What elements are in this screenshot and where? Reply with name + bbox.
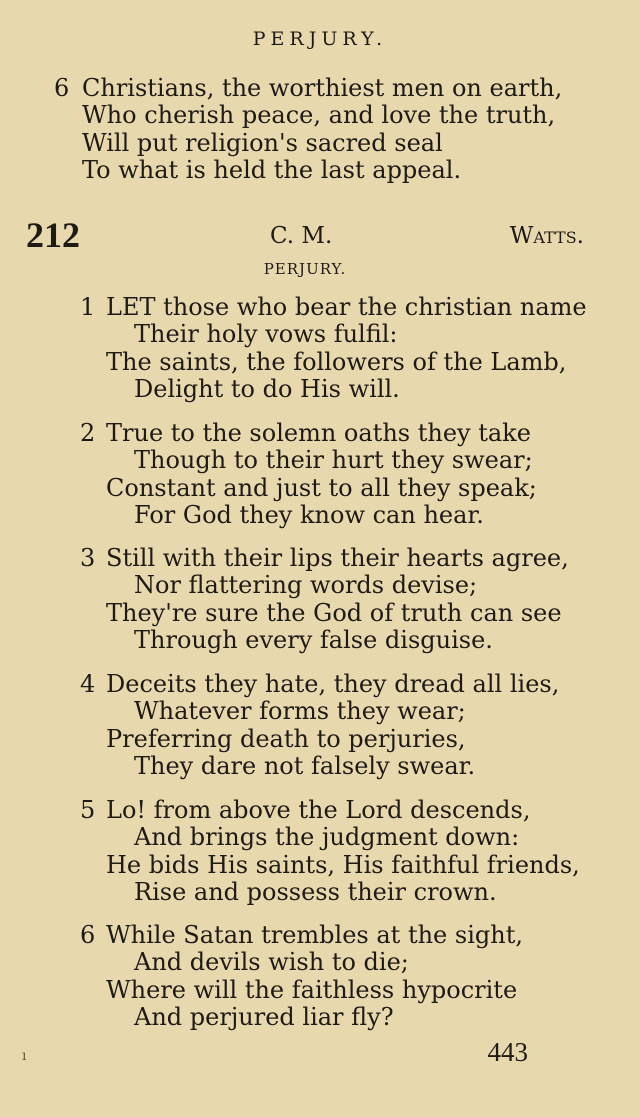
- stanza-line: [0, 130, 640, 157]
- stanza-2: [0, 420, 640, 529]
- hymn-meter: C. M.: [270, 223, 333, 249]
- line-text: He bids His saints, His faithful friends,: [106, 850, 580, 879]
- stanza-line: [0, 797, 640, 824]
- line-text: Whatever forms they wear;: [134, 697, 466, 726]
- stanza-line: [0, 824, 640, 851]
- margin-mark: ı: [22, 1048, 27, 1064]
- stanza-line: [0, 376, 640, 403]
- line-text: And perjured liar fly?: [134, 1002, 394, 1031]
- line-text: The saints, the followers of the Lamb,: [106, 347, 567, 376]
- stanza-line: [0, 447, 640, 474]
- stanza-line: [0, 102, 640, 129]
- stanza-line: [0, 1004, 640, 1031]
- stanza-line: [0, 627, 640, 654]
- line-text: Nor flattering words devise;: [134, 571, 478, 600]
- line-text: Preferring death to perjuries,: [106, 724, 466, 753]
- hymn-subtitle: PERJURY.: [263, 260, 347, 278]
- line-text: And devils wish to die;: [134, 948, 409, 977]
- previous-hymn-stanza: [0, 75, 640, 184]
- stanza-line: [0, 157, 640, 184]
- stanza-line: [0, 572, 640, 599]
- line-text: Constant and just to all they speak;: [106, 473, 537, 502]
- line-text: LET those who bear the christian name: [106, 293, 587, 321]
- stanza-4: [0, 671, 640, 780]
- line-text: They're sure the God of truth can see: [106, 598, 562, 627]
- stanza-line: [0, 852, 640, 879]
- stanza-line: [0, 753, 640, 780]
- line-text: Where will the faithless hypocrite: [106, 975, 518, 1004]
- stanza-number: 5: [80, 796, 96, 824]
- stanza-number: 6: [54, 74, 70, 102]
- stanza-line: [0, 671, 640, 698]
- stanza-number: 2: [80, 419, 96, 447]
- hymn-author: Watts.: [509, 223, 584, 249]
- line-text: Their holy vows fulfil:: [134, 320, 398, 349]
- line-text: Delight to do His will.: [134, 374, 400, 403]
- page-number: 443: [487, 1037, 528, 1067]
- stanza-number: 6: [80, 921, 96, 949]
- stanza-line: [0, 75, 640, 102]
- stanza-3: [0, 545, 640, 654]
- line-text: Christians, the worthiest men on earth,: [82, 74, 563, 102]
- stanza-line: [0, 502, 640, 529]
- hymn-number: 212: [26, 215, 80, 255]
- stanza-line: [0, 349, 640, 376]
- line-text: True to the solemn oaths they take: [106, 419, 531, 447]
- line-text: Lo! from above the Lord descends,: [106, 796, 531, 824]
- stanza-number: 1: [80, 293, 96, 321]
- line-text: To what is held the last appeal.: [82, 155, 462, 184]
- line-text: Still with their lips their hearts agree,: [106, 544, 569, 572]
- stanza-line: [0, 294, 640, 321]
- stanza-line: [0, 600, 640, 627]
- stanza-line: [0, 922, 640, 949]
- line-text: While Satan trembles at the sight,: [106, 921, 523, 949]
- line-text: Will put religion's sacred seal: [82, 128, 443, 157]
- line-text: Who cherish peace, and love the truth,: [82, 101, 556, 130]
- stanza-line: [0, 420, 640, 447]
- line-text: They dare not falsely swear.: [134, 751, 476, 780]
- stanza-number: 3: [80, 544, 96, 572]
- stanza-line: [0, 698, 640, 725]
- line-text: Through every false disguise.: [134, 625, 493, 654]
- line-text: Deceits they hate, they dread all lies,: [106, 670, 560, 698]
- line-text: For God they know can hear.: [134, 500, 484, 529]
- stanza-line: [0, 977, 640, 1004]
- stanza-line: [0, 879, 640, 906]
- stanza-line: [0, 545, 640, 572]
- stanza-1: [0, 294, 640, 403]
- stanza-line: [0, 475, 640, 502]
- stanza-line: [0, 321, 640, 348]
- stanza-line: [0, 949, 640, 976]
- line-text: And brings the judgment down:: [134, 823, 520, 852]
- stanza-6: [0, 922, 640, 1031]
- line-text: Though to their hurt they swear;: [134, 446, 533, 475]
- running-head: PERJURY.: [252, 28, 388, 50]
- line-text: Rise and possess their crown.: [134, 877, 497, 906]
- stanza-line: [0, 726, 640, 753]
- stanza-number: 4: [80, 670, 96, 698]
- stanza-5: [0, 797, 640, 906]
